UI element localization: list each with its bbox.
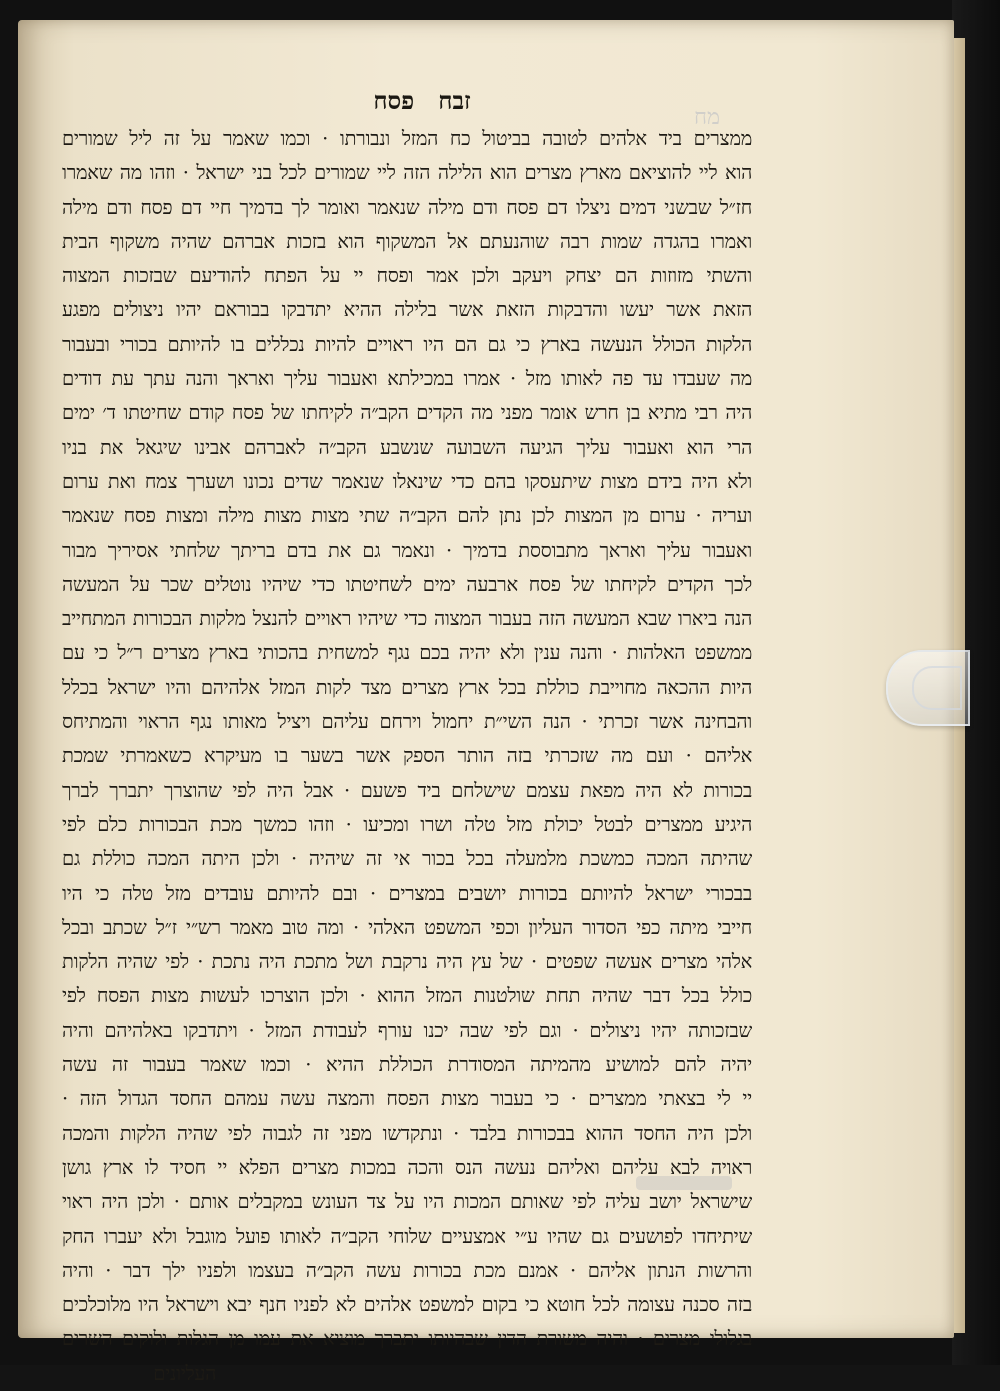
text-line: שישראל יושב עליה לפי שאותם המכות היו על צד העונש במקבלים אותם · ולכן היה ראוי [62, 1190, 752, 1214]
text-line: אלהי מצרים אעשה שפטים · של עץ היה נרקבת ושל מתכת היה נתכת · לפי שהיה הלקות [62, 950, 752, 974]
text-line: יהיה להם למושיע מהמיתה המסודרת הכוללת ההיא · וכמו שאמר בעבור זה עשה [62, 1053, 752, 1077]
text-line: והבחינה אשר זכרתי · הנה השי״ת יחמול וירחם עליהם ויציל מאותו נגף הראוי והמתיחס [62, 710, 752, 734]
text-line: הזאת אשר יעשו והדבקות הזאת אשר בלילה ההיא יתדבקו בבוראם יהיו ניצולים מפגע [62, 298, 752, 322]
faded-stamp-mark [636, 1176, 732, 1190]
text-line: היות ההכאה מחוייבת כוללת בכל ארץ מצרים מצד לקות המזל אלהיהם והיו ישראל בכלל [62, 675, 752, 699]
text-line: חז״ל שבשני דמים ניצלו דם פסח ודם מילה שנאמר ואומר לך בדמיך חיי דם פסח ודם מילה [62, 195, 752, 219]
text-line: העליונים [153, 1361, 216, 1385]
text-line: ממצרים ביד אלהים לטובה בביטול כח המזל ונבורתו · וכמו שאמר על זה ליל שמורים [62, 127, 752, 150]
page-clip-loop [912, 666, 962, 710]
ink-bleed-mark: מח [693, 105, 721, 130]
text-line: חייבי מיתה כפי הסדור העליון וכפי המשפט האלהי · ומה טוב מאמר רש״י ז״ל שכתב ובכל [62, 915, 752, 939]
text-line: שהיתה המכה כמשכת מלמעלה בכל בכור אי זה שיהיה · ולכן היתה המכה כוללת גם [62, 847, 752, 871]
text-line: בגלולי מצרים · והיה משורת הדין שבהיותו יתברך מוציא את עמו מן הגלות ולוקים השרים [62, 1327, 752, 1351]
text-line: יי לי בצאתי ממצרים · כי בעבור מצות הפסח והמצה עשה עמהם החסד הגדול הזה · [62, 1087, 752, 1111]
text-line: בכורות לא היה מפאת עצמם שישלחם ביד פשעם · אבל היה לפי שהוצרך יתברך לברך [62, 778, 752, 802]
text-line: ממשפט האלהות · והנה ענין ולא יהיה בכם נגף למשחית בהכותי בארץ מצרים ר״ל כי עם [62, 641, 752, 665]
text-line: אליהם · ועם מה שזכרתי בזה הותר הספק אשר בשער בו מעיקרא כשאמרתי שמכת [62, 744, 752, 768]
text-line: ועריה · ערום מן המצות לכן נתן להם הקב״ה שתי מצות מצות מילה ומצות פסח שנאמר [62, 504, 752, 528]
text-line: והשתי מזוזות הם יצחק ויעקב ולכן אמר ופסח יי על הפתח להודיעם שבזכות המצוה [62, 264, 752, 288]
text-line: ואעבור עליך ואראך מתבוססת בדמיך · ונאמר גם את בדם בריתך שלחתי אסיריך מבור [62, 538, 752, 562]
header-word-right: זבח [438, 86, 471, 115]
text-line: מה שעבדו עד פה לאותו מזל · אמרו במכילתא ואעבור עליך ואראך והנה עתך עת דודים [62, 367, 752, 391]
text-line: היה רבי מתיא בן חרש אומר מפני מה הקדים הקב״ה לקיחתו של פסח קודם שחיטתו ד׳ ימים [62, 401, 752, 425]
text-line: ואמרו בהגדה שמות רבה שוהנעתם אל המשקוף הוא בזכות אברהם שהיה משקוף הבית [62, 229, 752, 253]
running-header [352, 86, 492, 116]
body-text [62, 122, 752, 1391]
text-line: ראויה לבא עליהם ואליהם נעשה הנס והכה במכות מצרים הפלא יי חסיד לו ארץ גושן [62, 1155, 752, 1179]
text-line: לכך הקדים לקיחתו של פסח ארבעה ימים לשחיטתו כדי שיהיו נוטלים שכר על המעשה [62, 572, 752, 596]
text-line: הרי הוא ואעבור עליך הגיעה השבועה שנשבע הקב״ה לאברהם אבינו שיגאל את בניו [62, 435, 752, 459]
header-word-left: פסח [373, 86, 415, 115]
text-line: היגיע ממצרים לבטל יכולת מזל טלה ושרו ומכיעו · וזהו כמשך מכת הבכורות כלם לפי [62, 812, 752, 836]
text-line: כולל בכל דבר שהיה תחת שולטנות המזל ההוא · ולכן הוצרכו לעשות מצות הפסח לפי [62, 984, 752, 1008]
text-line: ולא היה בידם מצות שיתעסקו בהם כדי שינאלו שנאמר שדים נכונו ושערך צמח ואת ערום [62, 469, 752, 493]
text-line: בזה סכנה עצומה לכל חוטא כי בקום למשפט אלהים לא לפניו חנף יבא וישראל היו מלוכלכים [62, 1293, 752, 1317]
text-line: הוא ליי להוציאם מארץ מצרים הוא הלילה הזה ליי שמורים לכל בני ישראל · וזהו מה שאמרו [62, 161, 752, 185]
text-line: הלקות הכולל הנעשה בארץ כי גם הם היו ראויים להיות נכללים בו להיותם בכורי ובעבור [62, 332, 752, 356]
page-clip [886, 650, 970, 726]
text-line: הנה ביארו שבא המעשה הזה בעבור המצוה כדי שיהיו ראויים להנצל מלקות הבכורות המתחייב [62, 607, 752, 631]
text-line: שבזכותה יהיו ניצולים · וגם לפי שבה יכנו עורף לעבודת המזל · ויתדבקו באלהיהם והיה [62, 1018, 752, 1042]
text-line: והרשות הנתון אליהם · אמנם מכת בכורות עשה הקב״ה בעצמו ולפניו ילך דבר · והיה [62, 1258, 752, 1282]
text-line: שיתיחדו לפושעים גם שהיו ע״י אמצעיים שלוחי הקב״ה לאותו פועל מוגבל ולא יעברו החק [62, 1224, 752, 1248]
text-line: ולכן היה החסד ההוא בבכורות בלבד · ונתקדשו מפני זה לגבוה לפי שהיה הלקות והמכה [62, 1121, 752, 1145]
text-line: בבכורי ישראל להיותם בכורות יושבים במצרים · ובם להיותם עובדים מזל טלה כי היו [62, 881, 752, 905]
